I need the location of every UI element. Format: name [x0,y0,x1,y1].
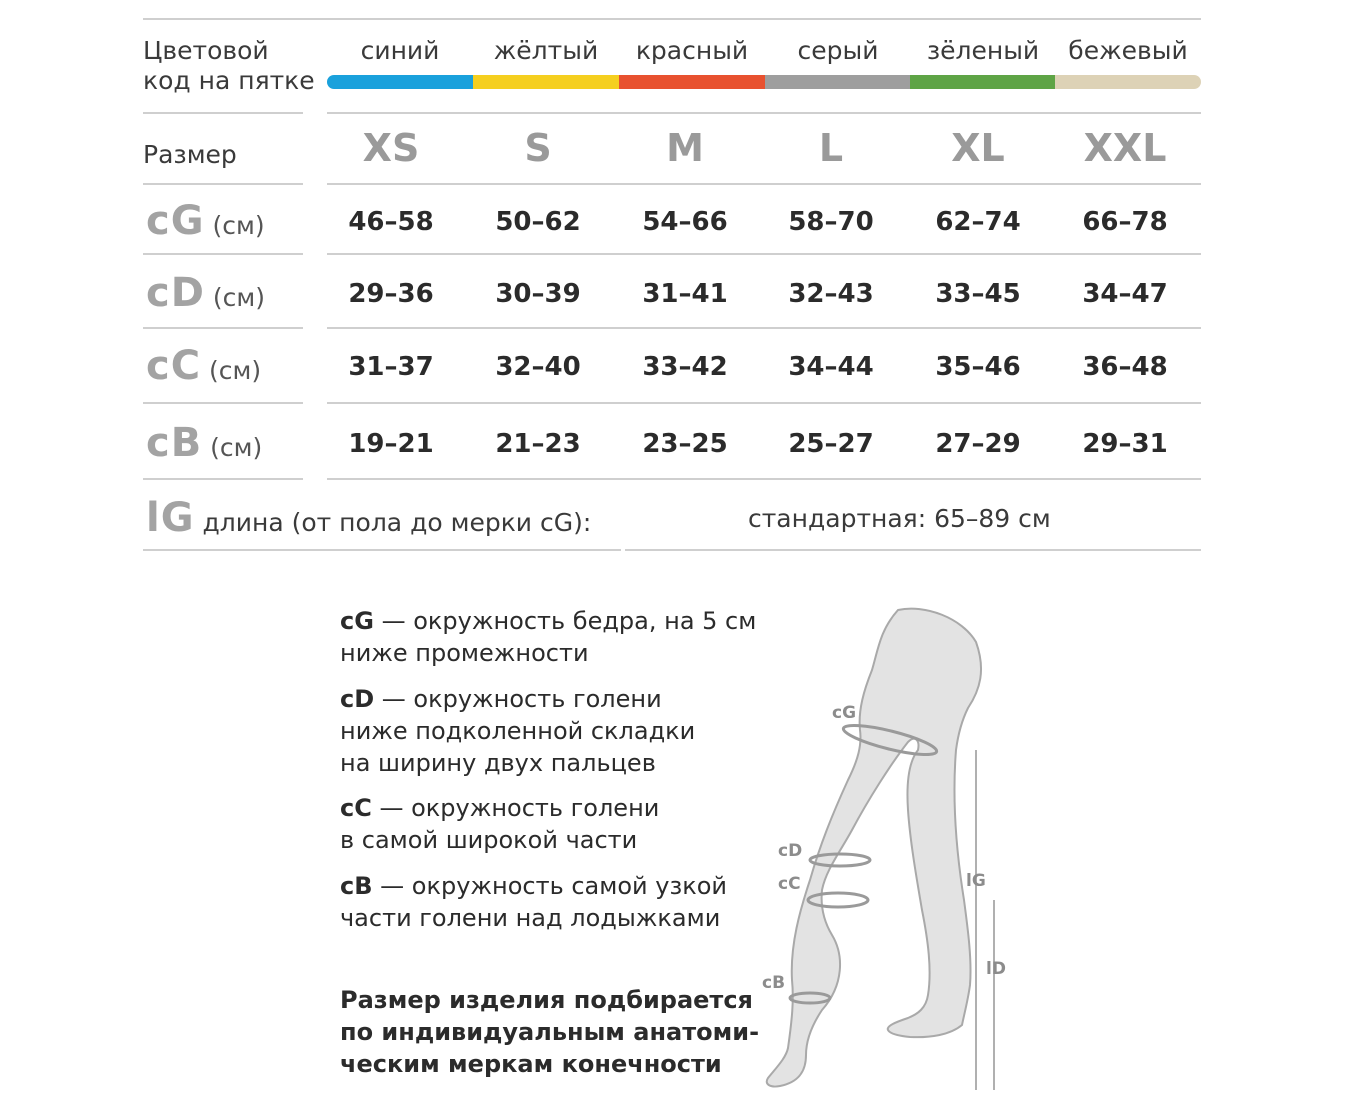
rule-left-7 [143,549,621,551]
cd-s: 30–39 [495,279,581,309]
cg-xl: 62–74 [935,207,1021,237]
figure-label-cg: cG [832,703,857,723]
color-code-label [143,36,315,96]
size-l: L [818,126,844,170]
legend-text-cd-2: ниже подколенной складки [340,717,696,745]
legend-code-cg: cG [340,607,374,635]
rule-left-2 [143,183,303,185]
color-stripe-green [910,75,1055,89]
color-code-label-line1: Цветовой [143,36,269,65]
cg-xxl: 66–78 [1082,207,1168,237]
cg-l: 58–70 [788,207,874,237]
cb-xxl: 29–31 [1082,429,1168,459]
cc-m: 33–42 [642,352,728,382]
legend-text-cb-1: — окружность самой узкой [380,872,728,900]
cg-xs: 46–58 [348,207,434,237]
color-stripe-blue [327,75,473,89]
figure-label-cc: cC [778,874,801,894]
cg-s: 50–62 [495,207,581,237]
size-note-line1: Размер изделия подбирается [340,986,753,1014]
color-name-gray: серый [797,36,879,65]
legend-text-cd-3: на ширину двух пальцев [340,749,656,777]
legend-code-cb: cB [340,872,373,900]
figure-label-lg: lG [966,871,986,891]
legend-item-cd [340,683,780,779]
color-stripe-beige [1055,75,1201,89]
cb-m: 23–25 [642,429,728,459]
cd-xxl: 34–47 [1082,279,1168,309]
rule-right-6 [327,478,1201,480]
rule-right-2 [327,183,1201,185]
length-row-code: lG [146,495,195,541]
figure-label-cd: cD [778,841,803,861]
rule-left-4 [143,327,303,329]
length-row-label [146,495,591,541]
cd-xl: 33–45 [935,279,1021,309]
rule-right-5 [327,402,1201,404]
cb-s: 21–23 [495,429,581,459]
legend-text-cb-2: части голени над лодыжками [340,904,721,932]
color-name-beige: бежевый [1068,36,1188,65]
rule-left-1 [143,112,303,114]
cd-xs: 29–36 [348,279,434,309]
row-code-cb: cB [146,420,203,466]
legend-code-cd: cD [340,685,375,713]
rule-left-3 [143,253,303,255]
row-unit-cg: (см) [212,211,265,240]
row-unit-cb: (см) [210,433,263,462]
color-stripe-gray [765,75,910,89]
row-label-cg [146,198,265,244]
size-xs: XS [362,126,420,170]
legend-text-cc-2: в самой широкой части [340,826,638,854]
cc-xxl: 36–48 [1082,352,1168,382]
leg-measurement-figure [740,590,1040,1100]
cc-xs: 31–37 [348,352,434,382]
size-xxl: XXL [1083,126,1167,170]
row-label-cd [146,270,265,316]
legend-text-cg-2: ниже промежности [340,639,589,667]
cc-l: 34–44 [788,352,874,382]
row-code-cc: cC [146,343,202,389]
color-stripe-yellow [473,75,619,89]
cc-xl: 35–46 [935,352,1021,382]
cb-xl: 27–29 [935,429,1021,459]
rule-right-1 [327,112,1201,114]
rule-right-4 [327,327,1201,329]
color-name-blue: синий [360,36,440,65]
color-name-yellow: жёлтый [493,36,599,65]
size-note [340,984,770,1080]
length-row-value: стандартная: 65–89 см [748,504,1051,533]
legend-code-cc: cC [340,794,372,822]
legend-text-cd-1: — окружность голени [381,685,662,713]
legend-text-cc-1: — окружность голени [379,794,660,822]
length-row-text: длина (от пола до мерки cG): [202,508,592,537]
legend-item-cg [340,605,780,669]
color-name-red: красный [635,36,749,65]
row-code-cd: cD [146,270,205,316]
color-code-label-line2: код на пятке [143,66,315,95]
rule-right-3 [327,253,1201,255]
figure-label-ld: lD [986,959,1006,979]
row-code-cg: cG [146,198,205,244]
row-unit-cc: (см) [209,356,262,385]
size-m: M [666,126,704,170]
cb-xs: 19–21 [348,429,434,459]
cg-m: 54–66 [642,207,728,237]
cd-l: 32–43 [788,279,874,309]
cb-l: 25–27 [788,429,874,459]
rule-left-6 [143,478,303,480]
size-s: S [524,126,552,170]
top-rule [143,18,1201,20]
size-note-line3: ческим меркам конечности [340,1050,722,1078]
size-note-line2: по индивидуальным анатоми- [340,1018,760,1046]
cc-s: 32–40 [495,352,581,382]
row-label-cc [146,343,261,389]
color-stripe-red [619,75,765,89]
rule-left-5 [143,402,303,404]
rule-right-7 [625,549,1201,551]
legend-text-cg-1: — окружность бедра, на 5 см [381,607,757,635]
row-unit-cd: (см) [212,283,265,312]
cd-m: 31–41 [642,279,728,309]
legend-item-cb [340,870,780,934]
figure-label-cb: cB [762,973,786,993]
color-name-green: зёленый [926,36,1040,65]
size-row-label: Размер [143,140,237,169]
size-xl: XL [951,126,1005,170]
legend-item-cc [340,792,780,856]
row-label-cb [146,420,262,466]
